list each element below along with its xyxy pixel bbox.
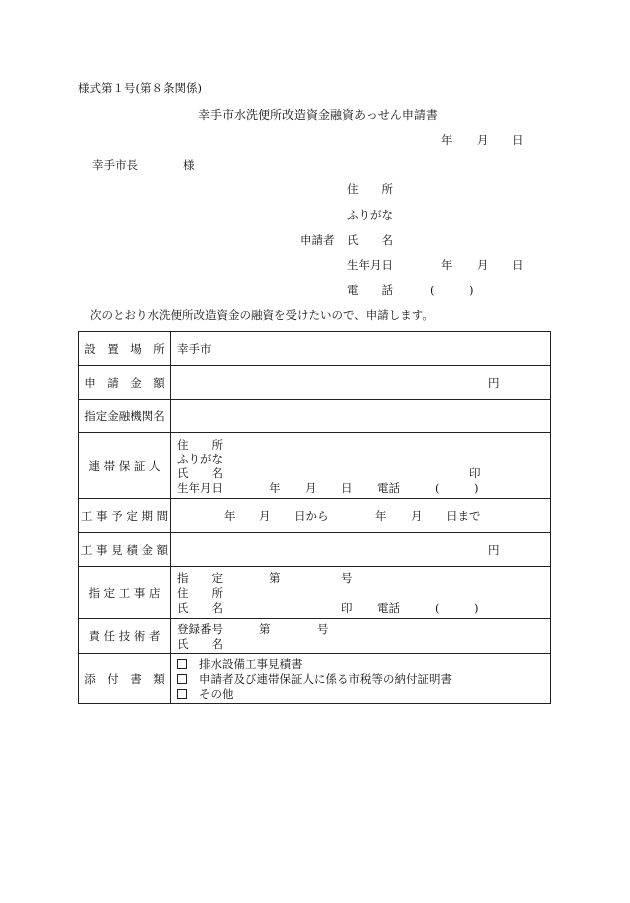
estimate-amount-cell <box>171 533 551 567</box>
applicant-birth-year: 年 <box>441 258 453 272</box>
row-financial-institution <box>79 400 551 433</box>
applicant-phone-label: 電 話 <box>347 283 393 297</box>
period-end-year: 年 <box>375 509 387 523</box>
applicant-phone-paren: ( ) <box>430 283 474 297</box>
installation-location-value: 幸手市 <box>177 342 212 356</box>
chief-engineer-label: 責 任 技 術 者 <box>79 619 171 654</box>
financial-institution-cell <box>171 400 551 433</box>
application-amount-unit: 円 <box>488 376 500 390</box>
date-day: 日 <box>512 133 524 147</box>
contractor-seal: 印 <box>341 601 353 615</box>
contractor-phone-label: 電話 <box>377 601 400 615</box>
guarantor-address-label: 住 所 <box>177 438 223 452</box>
engineer-name-label: 氏 名 <box>177 637 223 651</box>
intro-text: 次のとおり水洗便所改造資金の融資を受けたいので、申請します。 <box>90 308 434 322</box>
attachment-label: 排水設備工事見積書 <box>199 657 303 671</box>
period-end-month: 月 <box>411 509 423 523</box>
date-month: 月 <box>477 133 489 147</box>
contractor-designation-label: 指 定 <box>177 571 223 585</box>
construction-period-cell <box>171 499 551 533</box>
row-designated-contractor <box>79 567 551 619</box>
period-from: 日から <box>294 509 329 523</box>
addressee-name: 幸手市長 <box>92 158 138 172</box>
checkbox-icon[interactable] <box>177 659 187 669</box>
date-year: 年 <box>441 133 453 147</box>
attachment-label: 申請者及び連帯保証人に係る市税等の納付証明書 <box>199 672 452 686</box>
contractor-address-label: 住 所 <box>177 586 223 600</box>
guarantor-seal: 印 <box>469 466 481 480</box>
designated-contractor-cell <box>171 567 551 619</box>
attachment-item <box>177 657 303 671</box>
row-chief-engineer <box>79 619 551 654</box>
period-start-month: 月 <box>259 509 271 523</box>
guarantor-birth-year: 年 <box>269 481 281 495</box>
attachments-cell <box>171 654 551 704</box>
row-installation-location <box>79 332 551 366</box>
checkbox-icon[interactable] <box>177 674 187 684</box>
guarantor-furigana-label: ふりがな <box>177 452 223 466</box>
joint-guarantor-label: 連 帯 保 証 人 <box>79 433 171 499</box>
guarantor-birth-label: 生年月日 <box>177 481 223 495</box>
row-construction-period <box>79 499 551 533</box>
attachment-item <box>177 687 234 701</box>
engineer-dai: 第 <box>259 622 271 636</box>
guarantor-phone-paren: ( ) <box>435 481 479 495</box>
row-attachments <box>79 654 551 704</box>
application-amount-label: 申 請 金 額 <box>79 366 171 400</box>
row-joint-guarantor <box>79 433 551 499</box>
applicant-birth-label: 生年月日 <box>347 258 393 272</box>
engineer-go: 号 <box>317 622 329 636</box>
contractor-name-label: 氏 名 <box>177 601 223 615</box>
engineer-registration-label: 登録番号 <box>177 622 223 636</box>
construction-period-label: 工 事 予 定 期 間 <box>79 499 171 533</box>
row-application-amount <box>79 366 551 400</box>
attachment-item <box>177 672 452 686</box>
installation-location-cell <box>171 332 551 366</box>
designated-contractor-label: 指 定 工 事 店 <box>79 567 171 619</box>
addressee-suffix: 様 <box>183 158 195 172</box>
applicant-birth-day: 日 <box>512 258 524 272</box>
financial-institution-label: 指定金融機関名 <box>79 400 171 433</box>
contractor-dai: 第 <box>269 571 281 585</box>
applicant-furigana-label: ふりがな <box>347 208 393 222</box>
attachments-label: 添 付 書 類 <box>79 654 171 704</box>
estimate-amount-label: 工 事 見 積 金 額 <box>79 533 171 567</box>
applicant-role-label: 申請者 <box>300 233 335 247</box>
application-amount-cell <box>171 366 551 400</box>
applicant-birth-month: 月 <box>477 258 489 272</box>
joint-guarantor-cell <box>171 433 551 499</box>
period-to: 日まで <box>446 509 481 523</box>
guarantor-birth-day: 日 <box>341 481 353 495</box>
application-table <box>78 331 551 704</box>
row-estimate-amount <box>79 533 551 567</box>
applicant-address-label: 住 所 <box>347 182 393 196</box>
form-number: 様式第１号(第８条関係) <box>78 81 202 95</box>
contractor-go: 号 <box>341 571 353 585</box>
guarantor-birth-month: 月 <box>305 481 317 495</box>
estimate-amount-unit: 円 <box>488 543 500 557</box>
document-title: 幸手市水洗便所改造資金融資あっせん申請書 <box>198 108 438 122</box>
attachment-label: その他 <box>199 687 234 701</box>
guarantor-name-label: 氏 名 <box>177 466 223 480</box>
guarantor-phone-label: 電話 <box>377 481 400 495</box>
installation-location-label: 設 置 場 所 <box>79 332 171 366</box>
contractor-phone-paren: ( ) <box>435 601 479 615</box>
applicant-name-label: 氏 名 <box>347 233 393 247</box>
chief-engineer-cell <box>171 619 551 654</box>
period-start-year: 年 <box>224 509 236 523</box>
checkbox-icon[interactable] <box>177 689 187 699</box>
